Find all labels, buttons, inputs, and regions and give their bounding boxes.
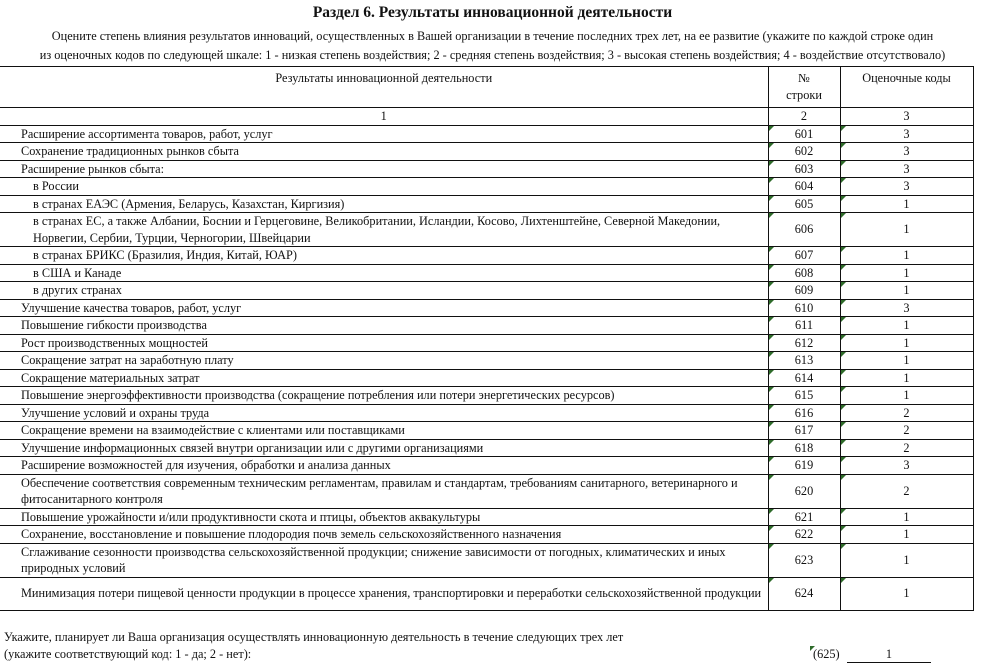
row-label: Расширение ассортимента товаров, работ, услуг bbox=[0, 125, 768, 143]
row-number: 606 bbox=[794, 222, 814, 237]
row-number-cell[interactable] bbox=[768, 439, 840, 457]
assessment-code: 3 bbox=[903, 179, 910, 193]
row-number-cell[interactable] bbox=[768, 143, 840, 161]
row-number: 624 bbox=[794, 586, 814, 601]
row-number-cell[interactable] bbox=[768, 195, 840, 213]
table-row bbox=[0, 143, 973, 161]
row-label: в России bbox=[0, 178, 768, 196]
instructions-line-1: Оцените степень влияния результатов инноваций, осуществленных в Вашей организации в течение последних трех лет, на ее развитие (укажите по каждой строке один bbox=[51, 29, 934, 43]
row-number: 601 bbox=[794, 126, 814, 141]
error-indicator-icon[interactable] bbox=[769, 370, 774, 375]
plan-row-code bbox=[813, 647, 840, 662]
assessment-code: 1 bbox=[903, 196, 910, 211]
assessment-code-cell[interactable] bbox=[840, 404, 973, 422]
error-indicator-icon[interactable] bbox=[769, 143, 774, 148]
row-number-cell[interactable] bbox=[768, 526, 840, 544]
assessment-code-cell[interactable] bbox=[840, 299, 973, 317]
error-indicator-icon[interactable] bbox=[769, 405, 774, 410]
table-row bbox=[0, 352, 973, 370]
table-row bbox=[0, 439, 973, 457]
assessment-code-cell[interactable] bbox=[840, 160, 973, 178]
assessment-code-cell[interactable] bbox=[840, 282, 973, 300]
error-indicator-icon[interactable] bbox=[769, 387, 774, 392]
error-indicator-icon[interactable] bbox=[841, 352, 846, 357]
assessment-code: 1 bbox=[903, 552, 910, 567]
row-number: 609 bbox=[794, 283, 814, 297]
row-number-cell[interactable] bbox=[768, 178, 840, 196]
row-number-cell[interactable] bbox=[768, 317, 840, 335]
assessment-code-cell[interactable] bbox=[840, 195, 973, 213]
error-indicator-icon[interactable] bbox=[841, 213, 846, 218]
assessment-code-cell[interactable] bbox=[840, 577, 973, 610]
innovation-results-table bbox=[0, 66, 974, 611]
column-number-1: 1 bbox=[0, 108, 768, 126]
assessment-code-cell[interactable] bbox=[840, 352, 973, 370]
assessment-code: 3 bbox=[903, 300, 910, 315]
error-indicator-icon[interactable] bbox=[841, 578, 846, 583]
row-label: в странах ЕС, а также Албании, Боснии и Герцеговине, Великобритании, Исландии, Косово, Лихтенштейне, Северной Македонии, Норвегии, Сербии, Турции, Черногории, Швейцарии bbox=[0, 213, 768, 247]
row-number-cell[interactable] bbox=[768, 334, 840, 352]
header-row-number-symbol: № bbox=[798, 71, 810, 85]
error-indicator-icon[interactable] bbox=[841, 370, 846, 375]
error-indicator-icon[interactable] bbox=[769, 475, 774, 480]
assessment-code-cell[interactable] bbox=[840, 508, 973, 526]
row-label: Повышение энергоэффективности производства (сокращение потребления или потери энергетических ресурсов) bbox=[0, 387, 768, 405]
assessment-code-cell[interactable] bbox=[840, 213, 973, 247]
row-number-cell[interactable] bbox=[768, 160, 840, 178]
assessment-code-cell[interactable] bbox=[840, 439, 973, 457]
assessment-code-cell[interactable] bbox=[840, 247, 973, 265]
error-indicator-icon[interactable] bbox=[841, 317, 846, 322]
assessment-code: 3 bbox=[903, 458, 910, 472]
table-row bbox=[0, 247, 973, 265]
error-indicator-icon[interactable] bbox=[769, 126, 774, 131]
table-row bbox=[0, 577, 973, 610]
assessment-code: 1 bbox=[903, 388, 910, 402]
row-number-cell[interactable] bbox=[768, 125, 840, 143]
row-label: Рост производственных мощностей bbox=[0, 334, 768, 352]
table-row bbox=[0, 178, 973, 196]
error-indicator-icon[interactable] bbox=[769, 265, 774, 270]
row-number-cell[interactable] bbox=[768, 299, 840, 317]
error-indicator-icon[interactable] bbox=[841, 440, 846, 445]
row-number: 605 bbox=[794, 196, 814, 211]
row-label: Сохранение, восстановление и повышение плодородия почв земель сельскохозяйственного назначения bbox=[0, 526, 768, 544]
error-indicator-icon[interactable] bbox=[769, 578, 774, 583]
error-indicator-icon[interactable] bbox=[769, 178, 774, 183]
error-indicator-icon[interactable] bbox=[841, 178, 846, 183]
table-row bbox=[0, 387, 973, 405]
error-indicator-icon[interactable] bbox=[841, 161, 846, 166]
assessment-code-cell[interactable] bbox=[840, 178, 973, 196]
row-number-cell[interactable] bbox=[768, 387, 840, 405]
error-indicator-icon[interactable] bbox=[841, 300, 846, 305]
error-indicator-icon[interactable] bbox=[769, 509, 774, 514]
assessment-code: 2 bbox=[903, 423, 910, 437]
row-label: Сокращение материальных затрат bbox=[0, 369, 768, 387]
assessment-code: 1 bbox=[903, 353, 910, 367]
table-row bbox=[0, 422, 973, 440]
header-row-number-label: строки bbox=[786, 87, 822, 102]
assessment-code: 1 bbox=[903, 265, 910, 280]
row-label: в других странах bbox=[0, 282, 768, 300]
row-number: 623 bbox=[794, 552, 814, 567]
assessment-code-cell[interactable] bbox=[840, 526, 973, 544]
row-number: 621 bbox=[794, 509, 814, 524]
error-indicator-icon[interactable] bbox=[841, 457, 846, 462]
error-indicator-icon[interactable] bbox=[841, 143, 846, 148]
assessment-code: 2 bbox=[903, 483, 910, 498]
row-number: 602 bbox=[794, 144, 814, 158]
error-indicator-icon[interactable] bbox=[769, 526, 774, 531]
row-label: Улучшение условий и охраны труда bbox=[0, 404, 768, 422]
row-label: Повышение урожайности и/или продуктивности скота и птицы, объектов аквакультуры bbox=[0, 508, 768, 526]
assessment-code-cell[interactable] bbox=[840, 457, 973, 475]
row-number-cell[interactable] bbox=[768, 369, 840, 387]
assessment-code-cell[interactable] bbox=[840, 422, 973, 440]
row-number-cell[interactable] bbox=[768, 457, 840, 475]
row-number: 608 bbox=[794, 265, 814, 280]
error-indicator-icon[interactable] bbox=[841, 405, 846, 410]
assessment-code: 1 bbox=[903, 222, 910, 237]
assessment-code: 1 bbox=[903, 527, 910, 541]
assessment-code: 1 bbox=[903, 283, 910, 297]
assessment-code-cell[interactable] bbox=[840, 334, 973, 352]
row-label: Расширение возможностей для изучения, обработки и анализа данных bbox=[0, 457, 768, 475]
error-indicator-icon[interactable] bbox=[769, 161, 774, 166]
row-label: в странах БРИКС (Бразилия, Индия, Китай, ЮАР) bbox=[0, 247, 768, 265]
row-number-cell[interactable] bbox=[768, 247, 840, 265]
row-label: Обеспечение соответствия современным техническим регламентам, правилам и стандартам, требованиям санитарного, ветеринарного и фитосанитарного контроля bbox=[0, 474, 768, 508]
row-number: 617 bbox=[794, 423, 814, 437]
row-number-cell[interactable] bbox=[768, 543, 840, 577]
error-indicator-icon[interactable] bbox=[769, 352, 774, 357]
row-number: 604 bbox=[794, 179, 814, 193]
row-number-cell[interactable] bbox=[768, 474, 840, 508]
error-indicator-icon[interactable] bbox=[841, 544, 846, 549]
error-indicator-icon[interactable] bbox=[841, 282, 846, 287]
error-indicator-icon[interactable] bbox=[841, 475, 846, 480]
assessment-code-cell[interactable] bbox=[840, 369, 973, 387]
row-number: 614 bbox=[794, 370, 814, 385]
row-number: 612 bbox=[794, 335, 814, 350]
row-number: 607 bbox=[794, 248, 814, 262]
row-label: Улучшение качества товаров, работ, услуг bbox=[0, 299, 768, 317]
assessment-code: 3 bbox=[903, 161, 910, 176]
error-indicator-icon[interactable] bbox=[841, 247, 846, 252]
error-indicator-icon[interactable] bbox=[841, 335, 846, 340]
plan-row-code-text: (625) bbox=[813, 647, 840, 661]
table-row bbox=[0, 299, 973, 317]
row-label: Сглаживание сезонности производства сельскохозяйственной продукции; снижение зависимости от погодных, климатических и иных природных условий bbox=[0, 543, 768, 577]
assessment-code: 1 bbox=[903, 335, 910, 350]
row-number-cell[interactable] bbox=[768, 213, 840, 247]
column-number-2: 2 bbox=[768, 108, 840, 126]
row-label: Сокращение затрат на заработную плату bbox=[0, 352, 768, 370]
assessment-code: 1 bbox=[903, 370, 910, 385]
row-number: 622 bbox=[794, 527, 814, 541]
assessment-code-cell[interactable] bbox=[840, 125, 973, 143]
plan-question-line-1: Укажите, планирует ли Ваша организация осуществлять инновационную деятельность в течение следующих трех лет bbox=[4, 630, 624, 644]
row-number: 611 bbox=[795, 318, 813, 332]
error-indicator-icon[interactable] bbox=[841, 265, 846, 270]
error-indicator-icon[interactable] bbox=[841, 196, 846, 201]
header-codes: Оценочные коды bbox=[840, 67, 973, 108]
table-row bbox=[0, 543, 973, 577]
assessment-code: 1 bbox=[903, 248, 910, 262]
row-label: Повышение гибкости производства bbox=[0, 317, 768, 335]
error-indicator-icon[interactable] bbox=[769, 213, 774, 218]
error-indicator-icon[interactable] bbox=[769, 457, 774, 462]
table-row bbox=[0, 213, 973, 247]
table-row bbox=[0, 160, 973, 178]
error-indicator-icon[interactable] bbox=[841, 422, 846, 427]
error-indicator-icon[interactable] bbox=[769, 317, 774, 322]
assessment-code-cell[interactable] bbox=[840, 143, 973, 161]
row-number: 610 bbox=[794, 300, 814, 315]
error-indicator-icon[interactable] bbox=[769, 544, 774, 549]
row-number: 619 bbox=[794, 458, 814, 472]
error-indicator-icon[interactable] bbox=[769, 300, 774, 305]
row-number: 616 bbox=[794, 405, 814, 420]
plan-answer-field[interactable]: 1 bbox=[847, 647, 931, 663]
row-label: Сокращение времени на взаимодействие с клиентами или поставщиками bbox=[0, 422, 768, 440]
assessment-code: 3 bbox=[903, 144, 910, 158]
row-number-cell[interactable] bbox=[768, 577, 840, 610]
table-row bbox=[0, 125, 973, 143]
column-number-row bbox=[0, 108, 973, 126]
row-label: Минимизация потери пищевой ценности продукции в процессе хранения, транспортировки и переработки сельскохозяйственной продукции bbox=[0, 577, 768, 610]
table-row bbox=[0, 457, 973, 475]
assessment-code-cell[interactable] bbox=[840, 264, 973, 282]
table-row bbox=[0, 317, 973, 335]
error-indicator-icon[interactable] bbox=[841, 387, 846, 392]
row-label: в США и Канаде bbox=[0, 264, 768, 282]
assessment-code-cell[interactable] bbox=[840, 543, 973, 577]
row-number: 618 bbox=[794, 440, 814, 455]
error-indicator-icon[interactable] bbox=[841, 509, 846, 514]
assessment-code: 2 bbox=[903, 405, 910, 420]
instructions bbox=[0, 27, 985, 65]
table-row bbox=[0, 264, 973, 282]
assessment-code-cell[interactable] bbox=[840, 474, 973, 508]
row-number-cell[interactable] bbox=[768, 422, 840, 440]
error-indicator-icon[interactable] bbox=[769, 282, 774, 287]
assessment-code: 1 bbox=[903, 586, 910, 601]
table-row bbox=[0, 474, 973, 508]
table-row bbox=[0, 195, 973, 213]
header-row-number bbox=[768, 67, 840, 108]
assessment-code: 3 bbox=[903, 126, 910, 141]
row-number: 615 bbox=[794, 388, 814, 402]
assessment-code: 1 bbox=[903, 318, 910, 332]
row-number-cell[interactable] bbox=[768, 508, 840, 526]
row-number: 613 bbox=[794, 353, 814, 367]
error-indicator-icon[interactable] bbox=[841, 126, 846, 131]
row-label: Расширение рынков сбыта: bbox=[0, 160, 768, 178]
row-label: Улучшение информационных связей внутри организации или с другими организациями bbox=[0, 439, 768, 457]
error-indicator-icon[interactable] bbox=[841, 526, 846, 531]
column-number-3: 3 bbox=[840, 108, 973, 126]
assessment-code-cell[interactable] bbox=[840, 387, 973, 405]
error-indicator-icon[interactable] bbox=[769, 422, 774, 427]
assessment-code: 1 bbox=[903, 509, 910, 524]
table-row bbox=[0, 526, 973, 544]
error-indicator-icon[interactable] bbox=[769, 247, 774, 252]
row-number-cell[interactable] bbox=[768, 264, 840, 282]
assessment-code: 2 bbox=[903, 440, 910, 455]
table-row bbox=[0, 282, 973, 300]
plan-question-line-2: (укажите соответствующий код: 1 - да; 2 - нет): bbox=[4, 647, 252, 661]
error-indicator-icon[interactable] bbox=[769, 440, 774, 445]
table-row bbox=[0, 334, 973, 352]
row-label: в странах ЕАЭС (Армения, Беларусь, Казахстан, Киргизия) bbox=[0, 195, 768, 213]
header-results: Результаты инновационной деятельности bbox=[0, 67, 768, 108]
instructions-line-2: из оценочных кодов по следующей шкале: 1 - низкая степень воздействия; 2 - средняя степень воздействия; 3 - высокая степень воздействия; 4 - воздействие отсутствовало) bbox=[39, 48, 946, 62]
table-row bbox=[0, 369, 973, 387]
row-number: 620 bbox=[794, 483, 814, 498]
table-header-row bbox=[0, 67, 973, 108]
row-number-cell[interactable] bbox=[768, 352, 840, 370]
row-number-cell[interactable] bbox=[768, 404, 840, 422]
error-indicator-icon[interactable] bbox=[810, 646, 815, 651]
row-label: Сохранение традиционных рынков сбыта bbox=[0, 143, 768, 161]
table-row bbox=[0, 508, 973, 526]
row-number-cell[interactable] bbox=[768, 282, 840, 300]
error-indicator-icon[interactable] bbox=[769, 335, 774, 340]
row-number: 603 bbox=[794, 161, 814, 176]
table-row bbox=[0, 404, 973, 422]
assessment-code-cell[interactable] bbox=[840, 317, 973, 335]
error-indicator-icon[interactable] bbox=[769, 196, 774, 201]
section-title: Раздел 6. Результаты инновационной деятельности bbox=[312, 4, 673, 21]
